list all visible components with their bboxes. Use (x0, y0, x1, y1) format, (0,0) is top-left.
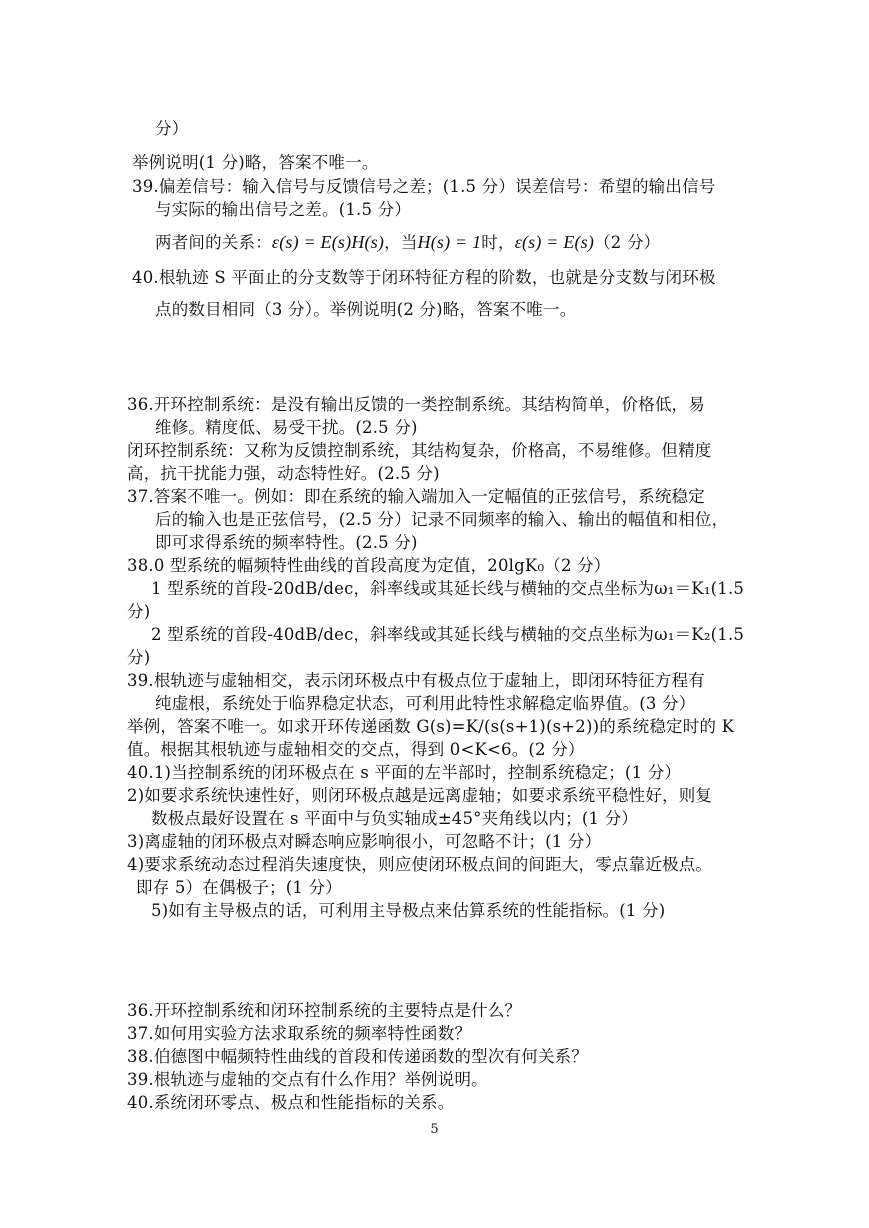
text-line: 点的数目相同（3 分）。举例说明(2 分)略，答案不唯一。 (155, 300, 577, 319)
text-line: 举例说明(1 分)略，答案不唯一。 (132, 153, 379, 172)
text-line: 40.1)当控制系统的闭环极点在 s 平面的左半部时，控制系统稳定；(1 分） (127, 763, 682, 782)
text-line: 纯虚根，系统处于临界稳定状态，可利用此特性求解稳定临界值。(3 分） (155, 694, 696, 713)
page-number: 5 (430, 1122, 439, 1137)
text-line: 闭环控制系统：又称为反馈控制系统，其结构复杂，价格高，不易维修。但精度 (127, 441, 712, 460)
text-span: ，当 (384, 233, 418, 252)
question-line: 36.开环控制系统和闭环控制系统的主要特点是什么？ (127, 1001, 522, 1020)
text-line: 4)要求系统动态过程消失速度快，则应使闭环极点间的间距大，零点靠近极点。 (127, 855, 713, 874)
text-line: 分) (127, 648, 151, 667)
equation-error-relation: ε(s) = E(s)H(s) (271, 232, 385, 252)
formula-line (155, 231, 660, 254)
text-line: 即存 5）在偶极子；(1 分） (136, 878, 342, 897)
text-span: 两者间的关系： (155, 233, 272, 252)
equation-feedback-unity: H(s) = 1 (417, 232, 482, 252)
text-line: 举例，答案不唯一。如求开环传递函数 G(s)=K/(s(s+1)(s+2))的系统稳定时的 K (127, 717, 735, 736)
text-line: 38.0 型系统的幅频特性曲线的首段高度为定值，20lgK₀（2 分） (127, 556, 611, 575)
text-line: 39.偏差信号：输入信号与反馈信号之差；(1.5 分）误差信号：希望的输出信号 (132, 177, 716, 196)
text-span: （2 分） (594, 233, 661, 252)
text-line: 分） (155, 119, 189, 138)
text-line: 维修。精度低、易受干扰。(2.5 分) (155, 418, 418, 437)
text-line: 5)如有主导极点的话，可利用主导极点来估算系统的性能指标。(1 分) (151, 901, 666, 920)
text-line: 1 型系统的首段-20dB/dec，斜率线或其延长线与横轴的交点坐标为ω₁＝K₁(1.5 (151, 579, 745, 598)
equation-error-equal: ε(s) = E(s) (514, 232, 595, 252)
text-line: 数极点最好设置在 s 平面中与负实轴成±45°夹角线以内；(1 分） (151, 809, 639, 828)
text-line: 36.开环控制系统：是没有输出反馈的一类控制系统。其结构简单，价格低，易 (127, 395, 705, 414)
text-line: 40.根轨迹 S 平面止的分支数等于闭环特征方程的阶数，也就是分支数与闭环极 (132, 268, 716, 287)
text-line: 与实际的输出信号之差。(1.5 分） (155, 200, 412, 219)
text-line: 39.根轨迹与虚轴相交，表示闭环极点中有极点位于虚轴上，即闭环特征方程有 (127, 671, 705, 690)
text-line: 2)如要求系统快速性好，则闭环极点越是远离虚轴；如要求系统平稳性好，则复 (127, 786, 713, 805)
text-line: 2 型系统的首段-40dB/dec，斜率线或其延长线与横轴的交点坐标为ω₁＝K₂(1.5 (151, 625, 745, 644)
text-line: 3)离虚轴的闭环极点对瞬态响应影响很小，可忽略不计；(1 分） (127, 832, 602, 851)
text-line: 分) (127, 602, 151, 621)
text-line: 高，抗干扰能力强，动态特性好。(2.5 分) (127, 464, 440, 483)
text-line: 后的输入也是正弦信号，(2.5 分）记录不同频率的输入、输出的幅值和相位， (155, 510, 729, 529)
question-line: 37.如何用实验方法求取系统的频率特性函数？ (127, 1024, 472, 1043)
text-line: 即可求得系统的频率特性。(2.5 分) (155, 533, 418, 552)
question-line: 40.系统闭环零点、极点和性能指标的关系。 (127, 1093, 455, 1112)
text-span: 时， (481, 233, 515, 252)
text-line: 37.答案不唯一。例如：即在系统的输入端加入一定幅值的正弦信号，系统稳定 (127, 487, 705, 506)
question-line: 38.伯德图中幅频特性曲线的首段和传递函数的型次有何关系？ (127, 1047, 589, 1066)
text-line: 值。根据其根轨迹与虚轴相交的交点，得到 0<K<6。(2 分） (127, 740, 585, 759)
question-line: 39.根轨迹与虚轴的交点有什么作用？举例说明。 (127, 1070, 488, 1089)
